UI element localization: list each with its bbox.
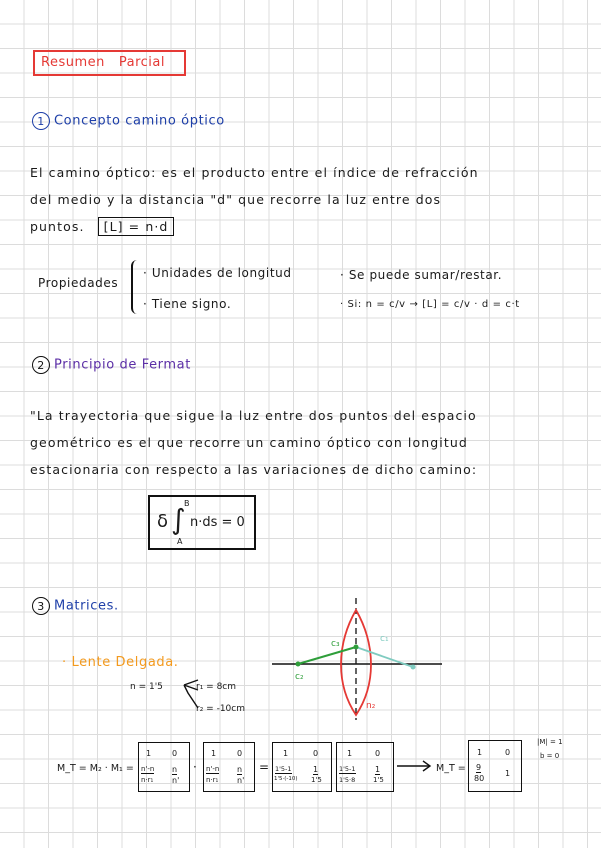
section1-line3-prefix: puntos.	[30, 219, 85, 234]
section2-line2: geométrico es el que recorre un camino óptico con longitud	[30, 435, 468, 450]
c2-point	[296, 662, 301, 667]
delta-symbol: δ	[157, 511, 169, 532]
integral-upper-limit: B	[184, 499, 190, 508]
propiedad-4: · Si: n = c/v → [L] = c/v · d = c·t	[340, 299, 520, 310]
c2-label: c₂	[295, 672, 304, 682]
matrix-numeric-2: 1 0 1'5-1 1'5·(-10) 1 1'5	[272, 742, 332, 792]
section3-number: 3	[32, 597, 50, 615]
integral-lower-limit: A	[177, 537, 183, 546]
section1-line1: El camino óptico: es el producto entre el índice de refracción	[30, 165, 479, 180]
n2-label: n₂	[366, 701, 376, 711]
section2-line1: "La trayectoria que sigue la luz entre dos puntos del espacio	[30, 408, 477, 423]
arrow-right-icon	[396, 760, 432, 772]
ray-incident	[298, 647, 356, 664]
propiedad-3: · Se puede sumar/restar.	[340, 268, 503, 282]
c1-label: c₁	[380, 634, 389, 644]
vertex-point	[354, 645, 359, 650]
r1-label: r₁ = 8cm	[196, 682, 237, 692]
matrix-numeric-1: 1 0 1'5-1 1'5·8 1 1'5	[336, 742, 394, 792]
thin-lens-diagram	[170, 590, 460, 725]
section3-heading	[32, 597, 119, 615]
propiedad-2: · Tiene signo.	[143, 297, 232, 311]
propiedad-1: · Unidades de longitud	[143, 266, 292, 280]
title-word-2: Parcial	[118, 55, 165, 70]
matrix-eq-left: M_T = M₂ · M₁ =	[57, 763, 134, 774]
section1-line3	[30, 219, 174, 234]
section2-number: 2	[32, 356, 50, 374]
section1-number: 1	[32, 112, 50, 130]
matrix-m1: 1 0 n'-n n·r₁ n n'	[203, 742, 255, 792]
integral-sign: ∫	[171, 503, 186, 536]
c1-point	[411, 665, 416, 670]
section2-line3: estacionaria con respecto a las variaciones de dicho camino:	[30, 462, 478, 477]
note-b-zero: b = 0	[540, 752, 560, 760]
n-label: n = 1'5	[130, 682, 163, 692]
result-matrix: 1 0 9 80 1	[468, 740, 522, 792]
section1-title: Concepto camino óptico	[54, 113, 225, 129]
section2-title: Principio de Fermat	[54, 357, 191, 373]
section2-heading	[32, 356, 191, 374]
result-label: M_T =	[436, 763, 466, 774]
section1-line2: del medio y la distancia "d" que recorre la luz entre dos	[30, 192, 442, 207]
fermat-formula-box	[148, 495, 256, 550]
title-word-1: Resumen	[41, 55, 105, 70]
integrand: n·ds = 0	[190, 515, 245, 530]
section3-title: Matrices.	[54, 598, 119, 614]
propiedades-brace	[131, 260, 141, 314]
section1-heading	[32, 112, 225, 130]
matrix-equals-1: =	[259, 760, 270, 774]
propiedades-label: Propiedades	[38, 276, 119, 290]
c3-label: c₃	[331, 639, 340, 649]
title-box	[33, 50, 186, 76]
optical-path-formula: [L] = n·d	[98, 217, 175, 236]
note-determinant: |M| = 1	[537, 738, 563, 746]
lente-delgada-heading: · Lente Delgada.	[62, 655, 179, 670]
radius-arrow-icon	[184, 680, 198, 708]
matrix-dot: ·	[193, 760, 197, 774]
r2-label: r₂ = -10cm	[196, 704, 245, 714]
matrix-m2: 1 0 n'-n n·r₁ n n'	[138, 742, 190, 792]
